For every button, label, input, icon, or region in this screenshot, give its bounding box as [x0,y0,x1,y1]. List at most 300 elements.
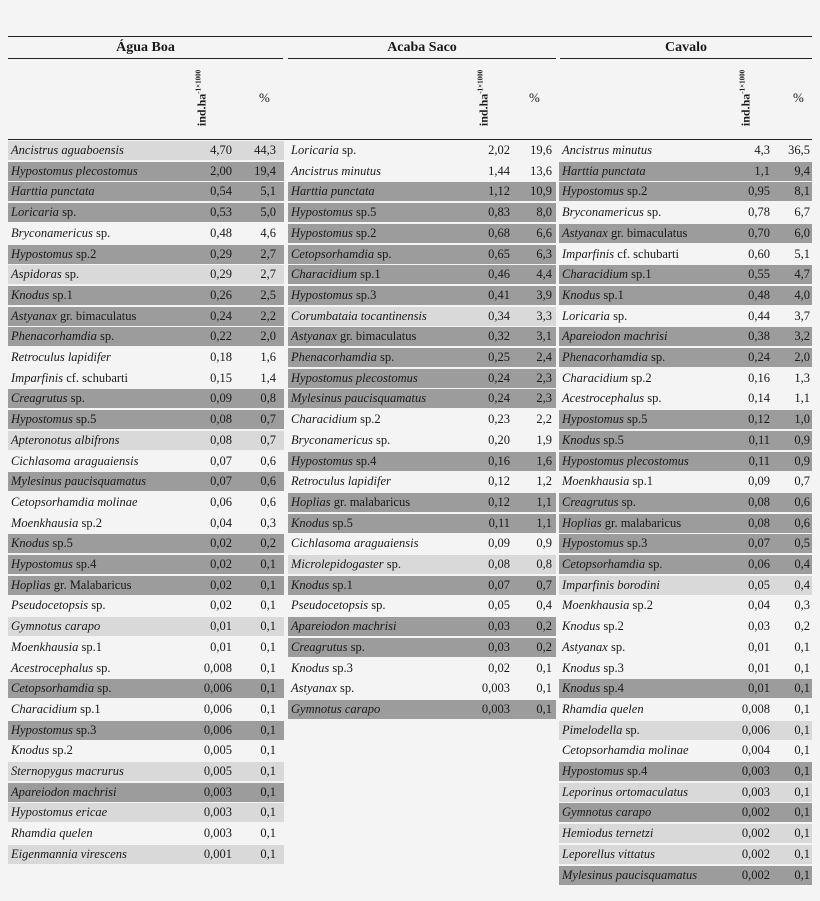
species-name [562,679,624,698]
table-row [288,638,556,657]
species-name [11,327,114,346]
species-name [11,224,110,243]
species-name [291,638,365,657]
species-genus: Bryconamericus [11,225,93,240]
species-genus: Phenacorhamdia [291,350,377,364]
density-value: 0,02 [210,577,232,592]
species-genus: Imparfinis borodini [562,577,660,592]
species-suffix: sp. [607,639,626,654]
species-suffix: sp.3 [623,536,648,551]
percent-value: 1,3 [794,370,810,385]
species-suffix: sp. [368,598,386,613]
table-row [8,721,284,740]
density-value: 0,11 [748,432,770,447]
percent-value: 0,1 [260,722,276,737]
species-suffix: sp. [622,722,640,737]
species-genus: Hemiodus ternetzi [562,826,654,841]
species-genus: Ancistrus aguaboensis [11,143,124,157]
percent-value: 0,1 [794,722,810,737]
table-row [559,224,812,243]
species-suffix: sp.1 [329,577,353,592]
density-value: 0,04 [748,598,770,613]
table-row [288,596,556,615]
table-row [559,348,812,367]
percent-value: 0,1 [260,764,276,778]
density-value: 0,15 [210,370,232,385]
species-suffix: sp. [643,205,662,220]
species-name [11,203,76,222]
species-name [291,141,356,160]
species-name [291,555,401,574]
group-rule-acaba-saco [288,58,556,59]
species-genus: Cetopsorhamdia [11,681,95,696]
density-value: 0,70 [748,225,770,240]
density-value: 0,004 [741,743,770,758]
percent-value: 0,1 [794,660,810,675]
species-suffix: sp. [96,329,115,344]
species-genus: Sternopygus macrurus [11,764,124,778]
species-name [11,431,119,450]
species-genus: Ancistrus minutus [291,163,381,178]
species-suffix: sp.5 [49,536,73,551]
density-value: 0,29 [210,267,232,282]
density-value: 0,002 [741,805,770,820]
table-row [288,182,556,201]
species-name [562,596,653,615]
density-value: 0,006 [741,722,770,737]
species-genus: Mylesinus paucisquamatus [291,391,427,406]
species-name [562,866,697,885]
density-value: 0,04 [210,515,232,530]
species-name [562,659,624,678]
density-value: 0,46 [488,267,510,282]
table-row [559,141,812,160]
table-row [559,638,812,657]
percent-value: 0,5 [794,536,810,551]
species-suffix: sp. [67,391,85,406]
table-row [288,327,556,346]
species-suffix: sp.2 [72,246,97,261]
percent-value: 0,2 [536,639,552,654]
species-name [11,162,138,181]
species-name [11,472,146,491]
table-row [288,265,556,284]
species-name [291,245,392,264]
percent-value: 6,3 [536,246,552,261]
density-value: 0,95 [748,184,770,199]
species-genus: Creagrutus [11,391,68,406]
species-genus: Loricaria [291,143,339,157]
species-suffix: sp.2 [629,598,653,613]
density-value: 0,02 [210,598,232,613]
species-name [11,700,101,719]
table-row [288,452,556,471]
table-row [288,659,556,678]
species-genus: Corumbataia tocantinensis [291,308,427,323]
group-rule-agua-boa [8,58,283,59]
species-genus: Gymnotus carapo [291,701,381,716]
species-suffix: sp.2 [600,619,624,634]
density-value: 0,06 [748,557,770,571]
table-row [559,824,812,843]
table-row [8,700,284,719]
table-row [288,472,556,491]
species-name [291,452,376,471]
density-value: 0,07 [488,577,510,592]
percent-value: 0,8 [260,391,276,406]
species-suffix: sp.3 [600,660,624,675]
table-row [8,265,284,284]
species-suffix: gr. bimaculatus [607,225,688,240]
density-value: 0,16 [748,370,770,385]
species-genus: Hoplias [11,577,51,592]
table-row [288,369,556,388]
species-name [562,245,679,264]
density-value: 0,24 [748,350,770,364]
group-title-cavalo: Cavalo [665,40,707,55]
species-name [562,638,625,657]
species-suffix: sp.4 [600,681,624,696]
species-name [562,162,646,181]
species-name [562,141,652,160]
density-value: 0,54 [210,184,232,199]
table-row [559,866,812,885]
species-genus: Knodus [562,287,601,302]
species-name [562,203,661,222]
species-name [11,182,95,201]
species-name [291,265,381,284]
species-name [11,803,107,822]
species-name [291,162,381,181]
species-name [11,596,105,615]
species-name [11,555,96,574]
species-genus: Creagrutus [562,494,619,509]
species-genus: Eigenmannia virescens [11,846,127,861]
species-genus: Hypostomus [291,225,353,240]
species-genus: Hypostomus ericae [11,805,108,820]
species-name [562,534,647,553]
percent-value: 4,0 [794,287,810,302]
table-row [8,431,284,450]
percent-value: 2,0 [260,329,276,344]
density-value: 0,08 [748,515,770,530]
species-genus: Hypostomus [562,536,624,551]
percent-value: 0,1 [794,764,810,778]
percent-value: 8,1 [794,184,810,199]
percent-value: 2,2 [536,412,552,427]
percent-value: 0,9 [536,536,552,551]
group-title-agua-boa: Água Boa [116,40,175,55]
species-genus: Pseudocetopsis [11,598,89,613]
species-genus: Rhamdia quelen [11,826,93,841]
table-row [8,389,284,408]
table-row [8,514,284,533]
table-row [8,576,284,595]
species-suffix: sp. [338,143,357,157]
table-row [8,762,284,781]
density-value: 0,002 [741,826,770,841]
percent-value: 36,5 [788,143,810,157]
species-name [291,410,381,429]
percent-value: 0,1 [794,639,810,654]
density-value: 0,24 [210,308,232,323]
table-row [559,534,812,553]
species-name [11,307,136,326]
table-row [8,783,284,802]
table-row [559,783,812,802]
species-name [562,721,640,740]
density-value: 0,02 [210,557,232,571]
group-rule-cavalo [560,58,812,59]
density-value: 0,48 [748,287,770,302]
species-suffix: gr. malabaricus [330,494,411,509]
species-suffix: gr. Malabaricus [50,577,132,592]
species-genus: Loricaria [562,308,610,323]
percent-value: 3,7 [794,308,810,323]
species-genus: Knodus [11,743,50,758]
species-name [562,348,665,367]
percent-value: 0,1 [794,784,810,799]
species-genus: Phenacorhamdia [11,329,97,344]
species-suffix: gr. bimaculatus [336,329,417,344]
species-suffix: sp. [347,639,365,654]
species-genus: Characidium [291,267,357,282]
species-genus: Mylesinus paucisquamatus [11,474,147,489]
species-name [562,555,663,574]
percent-value: 0,9 [794,432,810,447]
table-row [288,493,556,512]
species-suffix: sp.2 [49,743,73,758]
percent-value: 4,6 [260,225,276,240]
table-row [559,721,812,740]
table-row [288,534,556,553]
density-value: 0,01 [748,660,770,675]
table-row [8,617,284,636]
species-genus: Hypostomus plecostomus [11,163,138,178]
species-suffix: sp. [609,308,628,323]
species-genus: Characidium [11,701,77,716]
table-row [559,452,812,471]
species-suffix: sp. [374,246,392,261]
density-value: 0,002 [741,846,770,861]
percent-value: 4,4 [536,267,552,282]
species-genus: Hoplias [562,515,602,530]
species-name [11,845,127,864]
species-genus: Astyanax [562,639,608,654]
species-genus: Imparfinis [11,370,64,385]
species-genus: Astyanax [11,308,57,323]
percent-value: 0,6 [260,474,276,489]
table-row [288,348,556,367]
density-value: 0,01 [210,639,232,654]
density-value: 0,003 [481,681,510,696]
density-value: 2,00 [210,163,232,178]
species-name [291,369,418,388]
percent-value: 0,2 [536,619,552,634]
table-row [288,307,556,326]
species-suffix: sp.2 [356,412,381,427]
species-name [291,389,426,408]
species-name [562,327,667,346]
species-genus: Harttia punctata [562,163,646,178]
table-row [8,203,284,222]
species-name [562,307,627,326]
density-value: 0,005 [203,764,232,778]
species-name [562,389,662,408]
species-genus: Hypostomus [291,287,353,302]
species-genus: Knodus [291,660,330,675]
density-value: 0,16 [488,453,510,468]
table-row [288,555,556,574]
table-row [288,431,556,450]
species-name [562,452,689,471]
density-value: 0,003 [203,805,232,820]
species-suffix: sp.5 [623,412,648,427]
density-value: 0,24 [488,391,510,406]
species-name [11,286,73,305]
percent-value: 2,2 [260,308,276,323]
table-row [8,452,284,471]
species-suffix: sp. [94,681,112,696]
percent-value: 0,1 [536,681,552,696]
species-suffix: sp.1 [78,639,102,654]
percent-value: 2,3 [536,370,552,385]
species-name [562,431,624,450]
density-value: 0,24 [488,370,510,385]
species-suffix: sp.1 [49,287,73,302]
species-genus: Cichlasoma araguaiensis [291,536,419,551]
percent-value: 0,1 [260,784,276,799]
species-name [291,307,427,326]
species-genus: Aspidoras [11,267,62,282]
species-name [291,327,416,346]
table-row [8,307,284,326]
species-suffix: sp.1 [627,267,652,282]
species-suffix: sp. [61,267,80,282]
species-suffix: sp.5 [352,205,377,220]
species-genus: Pimelodella [562,722,623,737]
species-suffix: sp.5 [72,412,97,427]
table-row [559,700,812,719]
species-name [11,348,111,367]
density-value: 0,12 [488,494,510,509]
density-value: 0,22 [210,329,232,344]
species-name [291,534,418,553]
species-suffix: gr. bimaculatus [56,308,137,323]
species-suffix: sp. [618,494,636,509]
percent-value: 0,1 [794,867,810,882]
density-value: 0,26 [210,287,232,302]
unit-header-agua-boa: $ind.ha^{-1\times 1000}$ [194,69,209,127]
density-value: 0,02 [488,660,510,675]
table-row [288,679,556,698]
species-genus: Mylesinus paucisquamatus [562,867,698,882]
species-suffix: sp.5 [600,432,624,447]
species-name [562,286,624,305]
table-row [288,576,556,595]
species-name [11,389,85,408]
species-name [562,182,647,201]
species-name [562,803,651,822]
species-genus: Astyanax [291,681,337,696]
species-suffix: sp.4 [72,557,97,571]
table-row [8,224,284,243]
percent-value: 3,2 [794,329,810,344]
species-name [291,286,376,305]
species-name [11,576,131,595]
table-row [559,679,812,698]
density-value: 0,01 [748,639,770,654]
percent-value: 0,6 [794,515,810,530]
species-suffix: sp.4 [623,764,648,778]
percent-value: 1,1 [536,515,552,530]
density-value: 0,11 [488,515,510,530]
percent-value: 2,4 [536,350,552,364]
species-genus: Creagrutus [291,639,348,654]
density-value: 0,20 [488,432,510,447]
density-value: 0,14 [748,391,770,406]
pct-header-acaba-saco: % [529,90,540,105]
table-row [559,514,812,533]
density-value: 0,003 [203,826,232,841]
percent-value: 0,1 [260,681,276,696]
percent-value: 0,6 [260,494,276,509]
species-genus: Astyanax [562,225,608,240]
percent-value: 0,1 [794,826,810,841]
percent-value: 1,9 [536,432,552,447]
percent-value: 0,1 [260,701,276,716]
species-genus: Hypostomus plecostomus [291,370,418,385]
species-name [11,741,73,760]
species-genus: Harttia punctata [291,184,375,199]
percent-value: 1,2 [536,474,552,489]
density-value: 0,08 [748,494,770,509]
density-value: 0,23 [488,412,510,427]
species-name [11,410,96,429]
species-genus: Apareiodon machrisi [291,619,397,634]
species-genus: Imparfinis [562,246,615,261]
species-genus: Gymnotus carapo [562,805,652,820]
percent-value: 0,1 [536,701,552,716]
species-genus: Hypostomus [562,184,624,199]
table-row [559,265,812,284]
table-row [559,410,812,429]
percent-value: 6,0 [794,225,810,240]
species-genus: Knodus [562,619,601,634]
species-suffix: sp.2 [78,515,102,530]
species-genus: Knodus [562,660,601,675]
percent-value: 1,1 [536,494,552,509]
species-name [291,348,394,367]
percent-value: 0,1 [260,557,276,571]
table-row [8,162,284,181]
density-value: 0,006 [203,701,232,716]
density-value: 0,18 [210,350,232,364]
density-value: 0,008 [203,660,232,675]
percent-value: 0,4 [536,598,552,613]
density-value: 0,01 [748,681,770,696]
percent-value: 0,1 [260,805,276,820]
species-name [11,659,111,678]
species-name [11,514,102,533]
percent-value: 0,7 [794,474,810,489]
species-genus: Moenkhausia [562,598,630,613]
species-name [11,245,96,264]
density-value: 0,003 [481,701,510,716]
table-row [288,286,556,305]
density-value: 0,09 [748,474,770,489]
table-row [8,638,284,657]
